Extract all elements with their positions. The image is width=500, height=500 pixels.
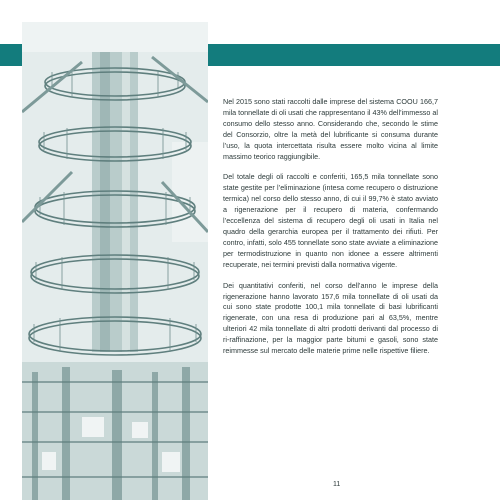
- body-text-column: [223, 97, 438, 367]
- paragraph-regeneration: Del totale degli oli raccolti e conferiti, 165,5 mila tonnellate sono state gestite per l’eliminazione (intesa come recupero o distruzione termica) nel corso dello stesso anno, di cui il 99,7% è stato avviato a rigenerazione per il recupero di materia, confermando l’eccellenza del sistema di recupero degli oli usati in Italia nel quadro della gerarchia europea per il trattamento dei rifiuti. Per contro, infatti, solo 455 tonnellate sono state avviate a eliminazione per termodistruzione in quanto non idonee a essere altrimenti recuperate, nei termini previsti dalla normativa vigente.: [223, 172, 438, 269]
- refinery-illustration: [22, 22, 208, 500]
- refinery-photo: [22, 22, 208, 500]
- page-number: 11: [333, 481, 341, 488]
- paragraph-production: Dei quantitativi conferiti, nel corso dell’anno le imprese della rigenerazione hanno lavorato 157,6 mila tonnellate di oli usati da cui sono state prodotte 100,1 mila tonnellate di basi lubrificanti rigenerate, con una resa di produzione pari al 63,5%, mentre ulteriori 42 mila tonnellate di altri prodotti derivanti dal processo di ri-raffinazione, per la maggior parte bitumi e gasoli, sono state reimmesse sul mercato delle materie prime nelle rispettive filiere.: [223, 280, 438, 356]
- paragraph-collection: Nel 2015 sono stati raccolti dalle imprese del sistema COOU 166,7 mila tonnellate di oli usati che rappresentano il 43% dell’immesso al consumo dello stesso anno. Considerando che, secondo le stime del Consorzio, oltre la metà del lubrificante si consuma durante l’uso, la quota intercettata risulta essere molto vicina al limite massimo teorico raggiungibile.: [223, 97, 438, 161]
